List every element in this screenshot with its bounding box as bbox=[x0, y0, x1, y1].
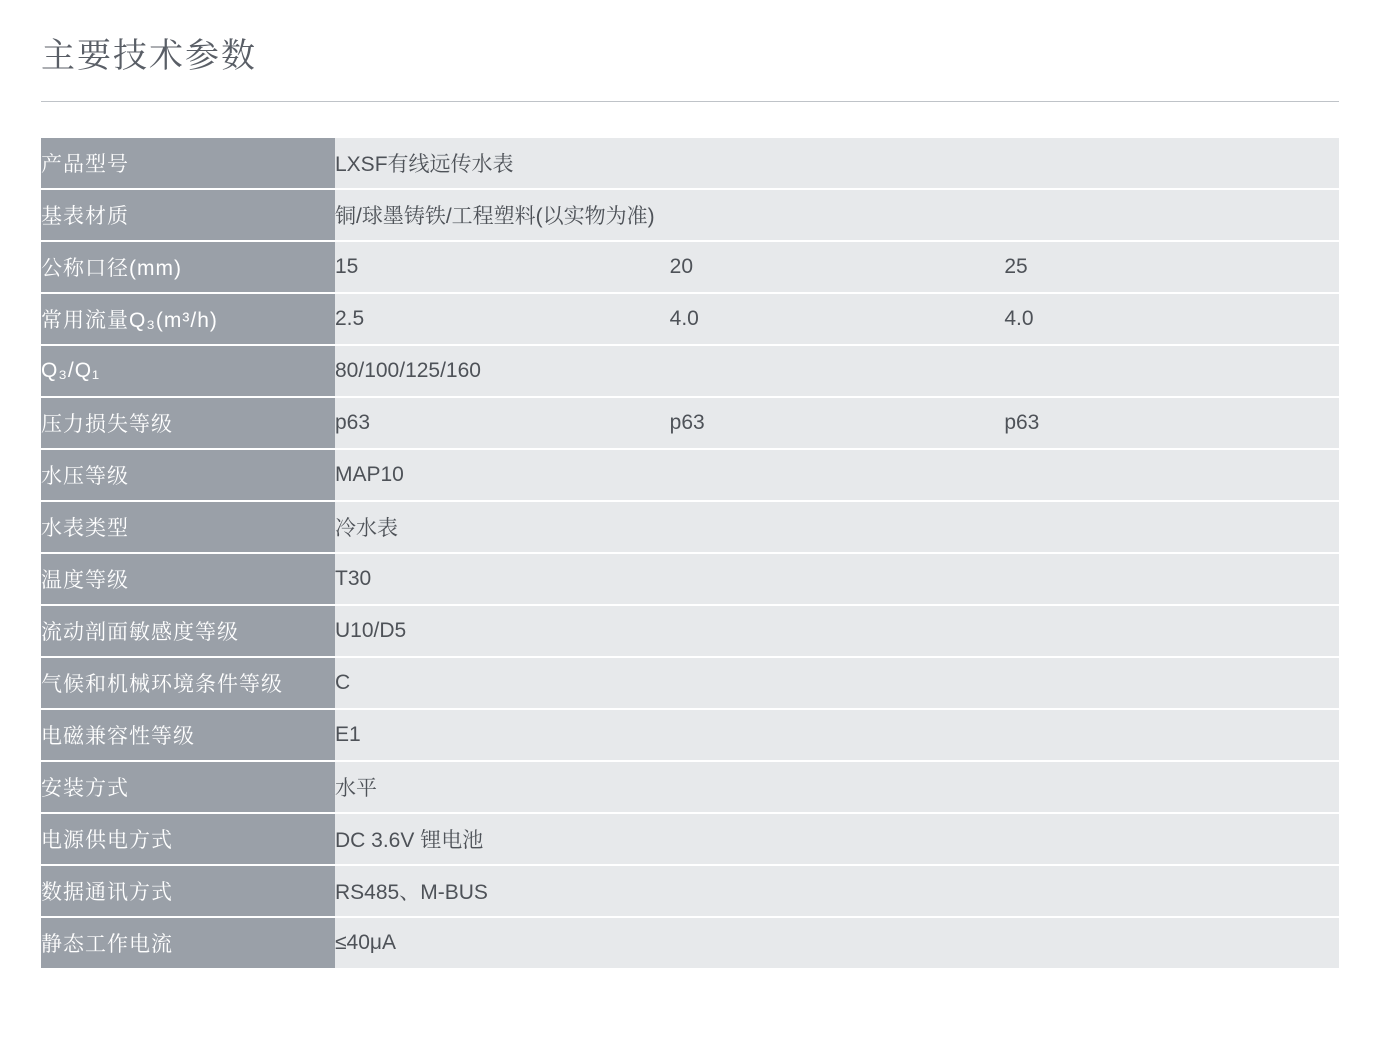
row-label: 安装方式 bbox=[41, 762, 335, 812]
row-label: 数据通讯方式 bbox=[41, 866, 335, 916]
table-row bbox=[41, 606, 1339, 656]
row-value: T30 bbox=[335, 554, 1339, 604]
table-row bbox=[41, 450, 1339, 500]
table-row bbox=[41, 138, 1339, 188]
row-value: 水平 bbox=[335, 762, 1339, 812]
table-row bbox=[41, 658, 1339, 708]
row-value-dn25: 4.0 bbox=[1004, 294, 1339, 344]
table-row bbox=[41, 502, 1339, 552]
row-label: 产品型号 bbox=[41, 138, 335, 188]
row-value-dn25: p63 bbox=[1004, 398, 1339, 448]
row-value: 铜/球墨铸铁/工程塑料(以实物为准) bbox=[335, 190, 1339, 240]
row-value: DC 3.6V 锂电池 bbox=[335, 814, 1339, 864]
row-label: 流动剖面敏感度等级 bbox=[41, 606, 335, 656]
specifications-table bbox=[41, 136, 1339, 970]
row-label: 公称口径(mm) bbox=[41, 242, 335, 292]
table-row bbox=[41, 398, 1339, 448]
row-value-dn15: 2.5 bbox=[335, 294, 670, 344]
row-label: 温度等级 bbox=[41, 554, 335, 604]
table-row bbox=[41, 554, 1339, 604]
row-value-dn15: p63 bbox=[335, 398, 670, 448]
row-value: ≤40μA bbox=[335, 918, 1339, 968]
row-value-dn20: 4.0 bbox=[670, 294, 1005, 344]
row-label: 电磁兼容性等级 bbox=[41, 710, 335, 760]
row-label: 基表材质 bbox=[41, 190, 335, 240]
row-label: 气候和机械环境条件等级 bbox=[41, 658, 335, 708]
row-value-dn20: p63 bbox=[670, 398, 1005, 448]
row-value: C bbox=[335, 658, 1339, 708]
table-body bbox=[41, 138, 1339, 968]
title-divider bbox=[41, 101, 1339, 102]
row-value: 冷水表 bbox=[335, 502, 1339, 552]
table-row bbox=[41, 242, 1339, 292]
row-label: 水压等级 bbox=[41, 450, 335, 500]
row-label: 电源供电方式 bbox=[41, 814, 335, 864]
row-label: Q₃/Q₁ bbox=[41, 346, 335, 396]
table-row bbox=[41, 814, 1339, 864]
row-label: 压力损失等级 bbox=[41, 398, 335, 448]
row-value: MAP10 bbox=[335, 450, 1339, 500]
row-value-dn15: 15 bbox=[335, 242, 670, 292]
table-row bbox=[41, 346, 1339, 396]
row-value: U10/D5 bbox=[335, 606, 1339, 656]
row-label: 常用流量Q₃(m³/h) bbox=[41, 294, 335, 344]
row-value: 80/100/125/160 bbox=[335, 346, 1339, 396]
table-row bbox=[41, 762, 1339, 812]
row-value: E1 bbox=[335, 710, 1339, 760]
page-title: 主要技术参数 bbox=[41, 37, 257, 75]
table-row bbox=[41, 710, 1339, 760]
table-row bbox=[41, 294, 1339, 344]
row-value: RS485、M-BUS bbox=[335, 866, 1339, 916]
row-value: LXSF有线远传水表 bbox=[335, 138, 1339, 188]
row-label: 水表类型 bbox=[41, 502, 335, 552]
table-row bbox=[41, 866, 1339, 916]
row-label: 静态工作电流 bbox=[41, 918, 335, 968]
table-row bbox=[41, 190, 1339, 240]
table-row bbox=[41, 918, 1339, 968]
row-value-dn25: 25 bbox=[1004, 242, 1339, 292]
row-value-dn20: 20 bbox=[670, 242, 1005, 292]
